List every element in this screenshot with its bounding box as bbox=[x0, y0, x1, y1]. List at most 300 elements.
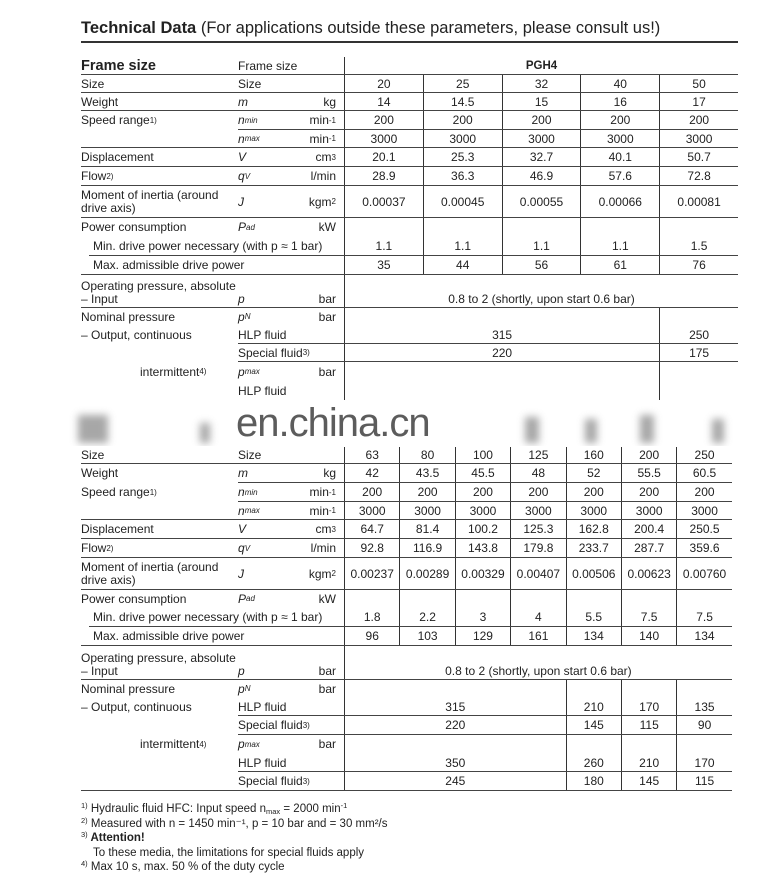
footnote-text: Max 10 s, max. 50 % of the duty cycle bbox=[87, 861, 285, 873]
table-cell: 359.6 bbox=[676, 539, 731, 558]
footnote-attention: Attention! bbox=[87, 832, 145, 844]
table-cell: 103 bbox=[399, 627, 454, 646]
table-cell: 0.8 to 2 (shortly, upon start 0.6 bar) bbox=[344, 646, 732, 680]
row-label-text: Frame size bbox=[81, 57, 156, 74]
table-cell: 200 bbox=[455, 483, 510, 502]
table-cell: 1.1 bbox=[580, 237, 659, 256]
table-cell: 1.8 bbox=[344, 608, 399, 627]
table-cell: 287.7 bbox=[621, 539, 676, 558]
watermark-band bbox=[0, 401, 768, 446]
table-row bbox=[81, 57, 738, 75]
table-cell bbox=[621, 735, 676, 754]
row-label: Flow 2) bbox=[81, 169, 114, 183]
table-cell: 1.1 bbox=[344, 237, 423, 256]
row-label bbox=[81, 590, 238, 608]
title-note: (For applications outside these parameters, please consult us!) bbox=[196, 19, 661, 37]
page-title bbox=[81, 19, 660, 38]
table-cell: 200 bbox=[502, 111, 581, 130]
row-unit bbox=[308, 464, 344, 483]
row-unit: min -1 bbox=[309, 503, 336, 518]
symbol-text: q bbox=[238, 541, 245, 555]
row-symbol: p max bbox=[238, 737, 260, 751]
table-cell: 0.00237 bbox=[344, 558, 399, 590]
table-cell: 0.00289 bbox=[399, 558, 454, 590]
table-cell bbox=[676, 680, 731, 698]
table-cell: 3000 bbox=[344, 130, 423, 148]
table-cell: 48 bbox=[510, 464, 565, 483]
unit-text: min bbox=[309, 131, 329, 146]
table-cell: 3000 bbox=[676, 502, 731, 520]
row-symbol: P ad bbox=[238, 591, 255, 606]
table-cell bbox=[580, 218, 659, 237]
unit-text: bar bbox=[318, 664, 336, 678]
table-cell: 3000 bbox=[455, 502, 510, 520]
row-label bbox=[81, 772, 238, 791]
table-cell: 200 bbox=[344, 111, 423, 130]
table-cell: 125.3 bbox=[510, 520, 565, 539]
table-row bbox=[81, 558, 732, 590]
table-cell: 0.00407 bbox=[510, 558, 565, 590]
table-cell: 220 bbox=[344, 344, 659, 362]
unit-text: bar bbox=[318, 737, 336, 751]
table-cell: 0.00329 bbox=[455, 558, 510, 590]
title-bold: Technical Data bbox=[81, 19, 197, 37]
row-symbol bbox=[238, 186, 308, 218]
table-cell: 3000 bbox=[659, 130, 738, 148]
table-cell: 25.3 bbox=[423, 148, 502, 167]
table-cell: 350 bbox=[344, 754, 566, 772]
symbol-text: P bbox=[238, 220, 247, 234]
footnote-1 bbox=[81, 802, 387, 817]
table-cell: 200 bbox=[676, 483, 731, 502]
row-unit bbox=[308, 218, 344, 237]
table-cell: 134 bbox=[566, 627, 621, 646]
table-cell: 0.00045 bbox=[423, 186, 502, 218]
table-cell bbox=[399, 590, 454, 608]
table-cell: 40.1 bbox=[580, 148, 659, 167]
table-cell: 60.5 bbox=[676, 464, 731, 483]
table-row bbox=[81, 447, 732, 464]
table-cell bbox=[676, 590, 731, 608]
unit-text: bar bbox=[318, 364, 336, 379]
row-symbol: n max bbox=[238, 503, 260, 518]
table-cell: 3000 bbox=[502, 130, 581, 148]
table-row bbox=[81, 716, 732, 735]
footnote-mark: 1) bbox=[81, 801, 88, 810]
watermark-text: en.china.cn bbox=[236, 401, 430, 445]
table-cell: 40 bbox=[580, 75, 659, 93]
row-symbol: Special fluid 3) bbox=[238, 345, 310, 360]
row-label bbox=[81, 57, 238, 75]
row-unit: kgm 2 bbox=[308, 194, 336, 209]
row-symbol: p N bbox=[238, 309, 251, 324]
symbol-text: Special fluid bbox=[238, 345, 303, 360]
row-divider bbox=[81, 790, 732, 791]
table-cell: 14.5 bbox=[423, 93, 502, 111]
footnote-mark: 3) bbox=[81, 830, 88, 839]
table-cell bbox=[344, 362, 659, 382]
table-cell: 315 bbox=[344, 326, 659, 344]
row-label bbox=[81, 382, 238, 400]
table-row bbox=[81, 308, 738, 326]
table-cell: 200 bbox=[659, 111, 738, 130]
table-cell: 76 bbox=[659, 256, 738, 275]
table-cell: 4 bbox=[510, 608, 565, 627]
row-symbol: n min bbox=[238, 113, 258, 127]
table-cell bbox=[344, 735, 566, 754]
footnote-3-text: To these media, the limitations for special fluids apply bbox=[93, 846, 365, 859]
row-label bbox=[81, 326, 238, 344]
title-divider bbox=[81, 41, 738, 43]
symbol-text: m bbox=[238, 466, 248, 480]
table-cell: PGH4 bbox=[344, 57, 738, 75]
row-label-text: Operating pressure, absolute – Input bbox=[81, 279, 236, 306]
footnotes bbox=[81, 802, 387, 875]
table-cell: 0.00760 bbox=[676, 558, 731, 590]
row-unit: cm 3 bbox=[315, 522, 336, 536]
table-row bbox=[81, 75, 738, 93]
row-label-text: – Output, continuous bbox=[81, 699, 192, 714]
table-cell bbox=[621, 590, 676, 608]
table-cell: 220 bbox=[344, 716, 566, 735]
row-unit bbox=[308, 275, 344, 308]
table-cell: 3 bbox=[455, 608, 510, 627]
row-label-text: Power consumption bbox=[81, 591, 187, 606]
row-symbol bbox=[238, 520, 308, 539]
row-symbol: p max bbox=[238, 364, 260, 379]
row-symbol bbox=[238, 447, 344, 464]
row-unit: min -1 bbox=[309, 485, 336, 499]
symbol-text: n bbox=[238, 485, 245, 499]
row-symbol bbox=[238, 275, 308, 308]
table-row bbox=[81, 735, 732, 754]
table-cell: 100 bbox=[455, 447, 510, 464]
row-unit bbox=[308, 93, 344, 111]
symbol-text: Size bbox=[238, 448, 262, 462]
table-cell: 15 bbox=[502, 93, 581, 111]
table-row bbox=[81, 754, 732, 772]
row-label bbox=[81, 464, 238, 483]
table-row bbox=[81, 698, 732, 716]
row-label bbox=[81, 75, 238, 93]
row-label bbox=[81, 558, 238, 590]
table-cell: 90 bbox=[676, 716, 731, 735]
row-label bbox=[81, 308, 238, 326]
row-label bbox=[81, 237, 344, 256]
table-cell: 72.8 bbox=[659, 167, 738, 186]
table-row bbox=[81, 93, 738, 111]
table-cell: 125 bbox=[510, 447, 565, 464]
row-label: Speed range 1) bbox=[81, 485, 157, 499]
row-unit: cm 3 bbox=[315, 150, 336, 164]
table-cell bbox=[502, 218, 581, 237]
row-unit bbox=[308, 590, 344, 608]
table-cell: 161 bbox=[510, 627, 565, 646]
table-row bbox=[81, 275, 738, 308]
table-cell: 44 bbox=[423, 256, 502, 275]
table-cell bbox=[344, 308, 659, 326]
row-label bbox=[81, 275, 238, 308]
row-symbol bbox=[238, 698, 344, 716]
row-symbol: n max bbox=[238, 131, 260, 146]
table-cell: 3000 bbox=[510, 502, 565, 520]
table-cell: 180 bbox=[566, 772, 621, 791]
row-label-text: Displacement bbox=[81, 522, 154, 536]
table-cell: 0.00055 bbox=[502, 186, 581, 218]
table-cell bbox=[510, 590, 565, 608]
table-cell: 5.5 bbox=[566, 608, 621, 627]
table-cell bbox=[344, 218, 423, 237]
table-row bbox=[81, 326, 738, 344]
row-label: Flow 2) bbox=[81, 541, 114, 555]
symbol-text: n bbox=[238, 113, 245, 127]
table-cell: 116.9 bbox=[399, 539, 454, 558]
symbol-text: n bbox=[238, 503, 245, 518]
table-cell: 129 bbox=[455, 627, 510, 646]
table-row bbox=[81, 130, 738, 148]
table-cell bbox=[344, 680, 566, 698]
table-row bbox=[81, 502, 732, 520]
symbol-text: Frame size bbox=[238, 58, 298, 73]
symbol-text: J bbox=[238, 194, 244, 209]
table-cell bbox=[676, 735, 731, 754]
footnote-2 bbox=[81, 817, 387, 832]
table-row bbox=[81, 483, 732, 502]
table-cell bbox=[344, 382, 659, 400]
unit-text: min bbox=[309, 503, 329, 518]
table-cell: 260 bbox=[566, 754, 621, 772]
unit-text: min bbox=[309, 113, 329, 127]
symbol-text: p bbox=[238, 292, 245, 306]
row-label-text: Moment of inertia (around drive axis) bbox=[81, 188, 219, 215]
table-cell: 200.4 bbox=[621, 520, 676, 539]
table-cell: 170 bbox=[676, 754, 731, 772]
table-cell: 135 bbox=[676, 698, 731, 716]
table-cell: 100.2 bbox=[455, 520, 510, 539]
table-cell: 145 bbox=[566, 716, 621, 735]
table-cell: 64.7 bbox=[344, 520, 399, 539]
unit-text: kg bbox=[323, 466, 336, 480]
footnote-text: Hydraulic fluid HFC: Input speed n bbox=[87, 803, 267, 815]
row-label bbox=[81, 716, 238, 735]
unit-text: l/min bbox=[310, 541, 336, 555]
row-symbol bbox=[238, 382, 344, 400]
table-cell: 0.8 to 2 (shortly, upon start 0.6 bar) bbox=[344, 275, 738, 308]
table-cell: 1.1 bbox=[423, 237, 502, 256]
row-symbol bbox=[238, 464, 308, 483]
table-row bbox=[81, 539, 732, 558]
footnote-3 bbox=[81, 831, 387, 846]
table-cell: 3000 bbox=[344, 502, 399, 520]
table-cell: 32 bbox=[502, 75, 581, 93]
row-unit: min -1 bbox=[309, 113, 336, 127]
unit-text: min bbox=[309, 485, 329, 499]
table-row bbox=[81, 680, 732, 698]
row-label-text: Operating pressure, absolute – Input bbox=[81, 651, 236, 678]
table-cell: 61 bbox=[580, 256, 659, 275]
table-cell: 315 bbox=[344, 698, 566, 716]
table-row bbox=[81, 362, 738, 382]
row-symbol bbox=[238, 558, 308, 590]
table-cell: 1.5 bbox=[659, 237, 738, 256]
unit-text: kg bbox=[323, 94, 336, 109]
row-label bbox=[81, 520, 238, 539]
row-label-text: Weight bbox=[81, 466, 119, 480]
table-row bbox=[81, 148, 738, 167]
row-label bbox=[81, 608, 344, 627]
table-cell bbox=[566, 735, 621, 754]
table-cell: 200 bbox=[621, 447, 676, 464]
row-label-text: Max. admissible drive power bbox=[93, 629, 245, 643]
table-cell: 0.00081 bbox=[659, 186, 738, 218]
table-cell: 115 bbox=[676, 772, 731, 791]
table-row bbox=[81, 608, 732, 627]
table-row bbox=[81, 167, 738, 186]
row-symbol: q V bbox=[238, 541, 251, 555]
table-cell: 92.8 bbox=[344, 539, 399, 558]
table-cell bbox=[659, 362, 738, 382]
symbol-text: p bbox=[238, 681, 245, 696]
table-cell: 0.00623 bbox=[621, 558, 676, 590]
row-label-text: Max. admissible drive power bbox=[93, 258, 245, 272]
table-cell: 3000 bbox=[621, 502, 676, 520]
unit-text: cm bbox=[315, 522, 332, 536]
table-cell bbox=[659, 308, 738, 326]
row-label-text: – Output, continuous bbox=[81, 327, 192, 342]
symbol-text: V bbox=[238, 150, 247, 164]
row-symbol bbox=[238, 75, 344, 93]
table-cell: 3000 bbox=[566, 502, 621, 520]
row-label-text: Nominal pressure bbox=[81, 309, 176, 324]
table-row bbox=[81, 646, 732, 680]
footnote-mark: 2) bbox=[81, 815, 88, 825]
row-label-text: Speed range bbox=[81, 113, 150, 127]
table-row bbox=[81, 111, 738, 130]
table-cell: 55.5 bbox=[621, 464, 676, 483]
table-row bbox=[81, 344, 738, 362]
table-cell: 96 bbox=[344, 627, 399, 646]
row-label bbox=[81, 680, 238, 698]
unit-text: kgm bbox=[308, 566, 332, 581]
row-unit bbox=[308, 735, 344, 754]
symbol-text: J bbox=[238, 566, 244, 581]
table-cell: 45.5 bbox=[455, 464, 510, 483]
unit-text: kW bbox=[318, 220, 336, 234]
table-cell: 210 bbox=[566, 698, 621, 716]
row-unit bbox=[308, 680, 344, 698]
table-cell: 20 bbox=[344, 75, 423, 93]
unit-text: kW bbox=[318, 591, 336, 606]
row-label-text: Min. drive power necessary (with p ≈ 1 bar) bbox=[93, 239, 323, 253]
row-unit bbox=[308, 646, 344, 680]
unit-text: bar bbox=[318, 681, 336, 696]
row-label bbox=[81, 447, 238, 464]
table-cell: 36.3 bbox=[423, 167, 502, 186]
table-cell: 200 bbox=[621, 483, 676, 502]
row-label bbox=[81, 218, 238, 237]
row-label-text: Displacement bbox=[81, 150, 154, 164]
symbol-text: p bbox=[238, 737, 245, 751]
table-cell: 200 bbox=[399, 483, 454, 502]
symbol-text: Special fluid bbox=[238, 774, 303, 788]
table-cell: 1.1 bbox=[502, 237, 581, 256]
table-cell: 170 bbox=[621, 698, 676, 716]
table-cell: 50.7 bbox=[659, 148, 738, 167]
row-label bbox=[81, 754, 238, 772]
row-label-text: Min. drive power necessary (with p ≈ 1 bar) bbox=[93, 610, 323, 624]
row-unit bbox=[308, 308, 344, 326]
row-label bbox=[81, 93, 238, 111]
unit-text: kgm bbox=[308, 194, 332, 209]
row-label bbox=[81, 502, 238, 520]
table-cell: 17 bbox=[659, 93, 738, 111]
table-cell: 200 bbox=[580, 111, 659, 130]
table-cell bbox=[566, 590, 621, 608]
symbol-text: p bbox=[238, 364, 245, 379]
unit-text: bar bbox=[318, 309, 336, 324]
table-cell: 210 bbox=[621, 754, 676, 772]
row-symbol bbox=[238, 646, 308, 680]
symbol-text: q bbox=[238, 169, 245, 183]
symbol-text: P bbox=[238, 591, 247, 606]
table-row bbox=[81, 772, 732, 791]
symbol-text: m bbox=[238, 94, 248, 109]
table-cell: 233.7 bbox=[566, 539, 621, 558]
table-row bbox=[81, 464, 732, 483]
row-symbol: p N bbox=[238, 681, 251, 696]
table-cell: 200 bbox=[566, 483, 621, 502]
table-cell bbox=[659, 382, 738, 400]
table-cell: 145 bbox=[621, 772, 676, 791]
table-row bbox=[81, 256, 738, 275]
symbol-text: n bbox=[238, 131, 245, 146]
row-label: Speed range 1) bbox=[81, 113, 157, 127]
table-cell: 250 bbox=[676, 447, 731, 464]
table-cell: 3000 bbox=[580, 130, 659, 148]
symbol-text: p bbox=[238, 664, 245, 678]
footnote-4 bbox=[81, 860, 387, 875]
table-cell: 175 bbox=[659, 344, 738, 362]
table-cell: 3000 bbox=[399, 502, 454, 520]
row-label: intermittent 4) bbox=[140, 364, 207, 379]
table-cell: 14 bbox=[344, 93, 423, 111]
table-cell: 7.5 bbox=[676, 608, 731, 627]
table-row bbox=[81, 520, 732, 539]
row-label bbox=[81, 130, 238, 148]
table-row bbox=[81, 237, 738, 256]
table-cell: 115 bbox=[621, 716, 676, 735]
row-unit bbox=[308, 167, 344, 186]
row-label bbox=[81, 148, 238, 167]
table-row bbox=[81, 590, 732, 608]
table-cell: 200 bbox=[423, 111, 502, 130]
row-label bbox=[81, 698, 238, 716]
table-cell bbox=[455, 590, 510, 608]
row-unit: kgm 2 bbox=[308, 566, 336, 581]
symbol-text: HLP fluid bbox=[238, 383, 287, 398]
table-cell: 57.6 bbox=[580, 167, 659, 186]
table-cell: 134 bbox=[676, 627, 731, 646]
footnote-sup: -1 bbox=[340, 801, 348, 810]
row-symbol bbox=[238, 326, 344, 344]
row-symbol: P ad bbox=[238, 220, 255, 234]
table-cell: 50 bbox=[659, 75, 738, 93]
table-cell: 80 bbox=[399, 447, 454, 464]
table-cell: 160 bbox=[566, 447, 621, 464]
symbol-text: HLP fluid bbox=[238, 755, 287, 770]
table-cell: 3000 bbox=[423, 130, 502, 148]
table-cell: 200 bbox=[510, 483, 565, 502]
